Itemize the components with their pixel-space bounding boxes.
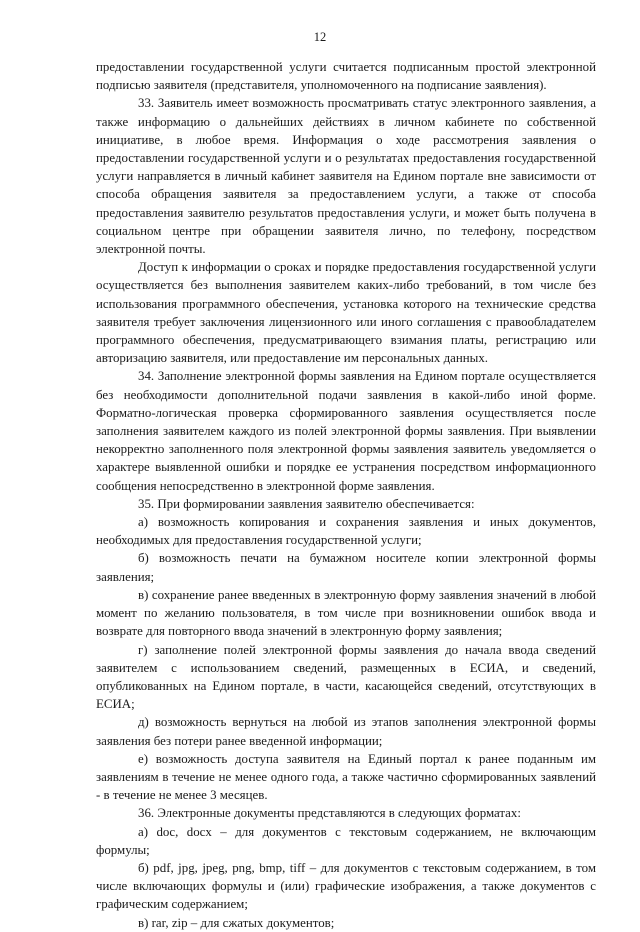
- paragraph-continuation: предоставлении государственной услуги считается подписанным простой электронной подписью заявителя (представителя, уполномоченного на подписание заявления).: [96, 60, 596, 93]
- list-item-35-b: б) возможность печати на бумажном носителе копии электронной формы заявления;: [96, 551, 596, 584]
- list-item-36-a: а) doc, docx – для документов с текстовым содержанием, не включающим формулы;: [96, 824, 596, 857]
- paragraph-33: 33. Заявитель имеет возможность просматривать статус электронного заявления, а также информацию о дальнейших действиях в личном кабинете по собственной инициативе, в любое время. Информация о ходе рассмотрения заявления о предоставлении государственной услуги и о результатах предоставления государственной услуги направляется в личный кабинет заявителя на Едином портале вне зависимости от способа обращения заявителя за предоставлением услуги, а также от способа предоставления заявителю результатов предоставления услуги, и может быть получена в социальном центре при обращении заявителя лично, по телефону, посредством электронной почты.: [96, 96, 596, 257]
- list-item-36-b: б) pdf, jpg, jpeg, png, bmp, tiff – для документов с текстовым содержанием, в том числе включающих формулы и (или) графические изображения, а также документов с графическим содержанием;: [96, 860, 596, 912]
- paragraph-36: 36. Электронные документы представляются в следующих форматах:: [138, 806, 521, 821]
- list-item-35-a: а) возможность копирования и сохранения заявления и иных документов, необходимых для предоставления государственной услуги;: [96, 515, 596, 548]
- list-item-35-d: д) возможность вернуться на любой из этапов заполнения электронной формы заявления без потери ранее введенной информации;: [96, 715, 596, 748]
- list-item-35-v: в) сохранение ранее введенных в электронную форму заявления значений в любой момент по желанию пользователя, в том числе при возникновении ошибок ввода и возврате для повторного ввода значений в электронную форму заявления;: [96, 587, 596, 639]
- paragraph-35: 35. При формировании заявления заявителю обеспечивается:: [138, 496, 475, 511]
- list-item-35-e: е) возможность доступа заявителя на Единый портал к ранее поданным им заявлениям в течение не менее одного года, а также частично сформированных заявлений - в течение не менее 3 месяцев.: [96, 751, 596, 803]
- list-item-35-g: г) заполнение полей электронной формы заявления до начала ввода сведений заявителем с использованием сведений, размещенных в ЕСИА, и сведений, опубликованных на Едином портале, в части, касающейся сведений, отсутствующих в ЕСИА;: [96, 642, 596, 712]
- document-body: [96, 58, 596, 932]
- page-number: 12: [313, 30, 327, 44]
- list-item-36-v: в) rar, zip – для сжатых документов;: [138, 915, 335, 930]
- paragraph-34: 34. Заполнение электронной формы заявления на Едином портале осуществляется без необходимости дополнительной подачи заявления в какой-либо иной форме. Форматно-логическая проверка сформированного заявления осуществляется после заполнения заявителем каждого из полей электронной формы заявления. При выявлении некорректно заполненного поля электронной формы заявления заявитель уведомляется о характере выявленной ошибки и порядке ее устранения посредством информационного сообщения непосредственно в электронной форме заявления.: [96, 369, 596, 493]
- paragraph-access-info: Доступ к информации о сроках и порядке предоставления государственной услуги осуществляется без выполнения заявителем каких-либо требований, в том числе без использования программного обеспечения, установка которого на технические средства заявителя требует заключения лицензионного или иного соглашения с правообладателем программного обеспечения, предусматривающего взимания платы, регистрацию или авторизацию заявителя, или предоставление им персональных данных.: [96, 260, 596, 366]
